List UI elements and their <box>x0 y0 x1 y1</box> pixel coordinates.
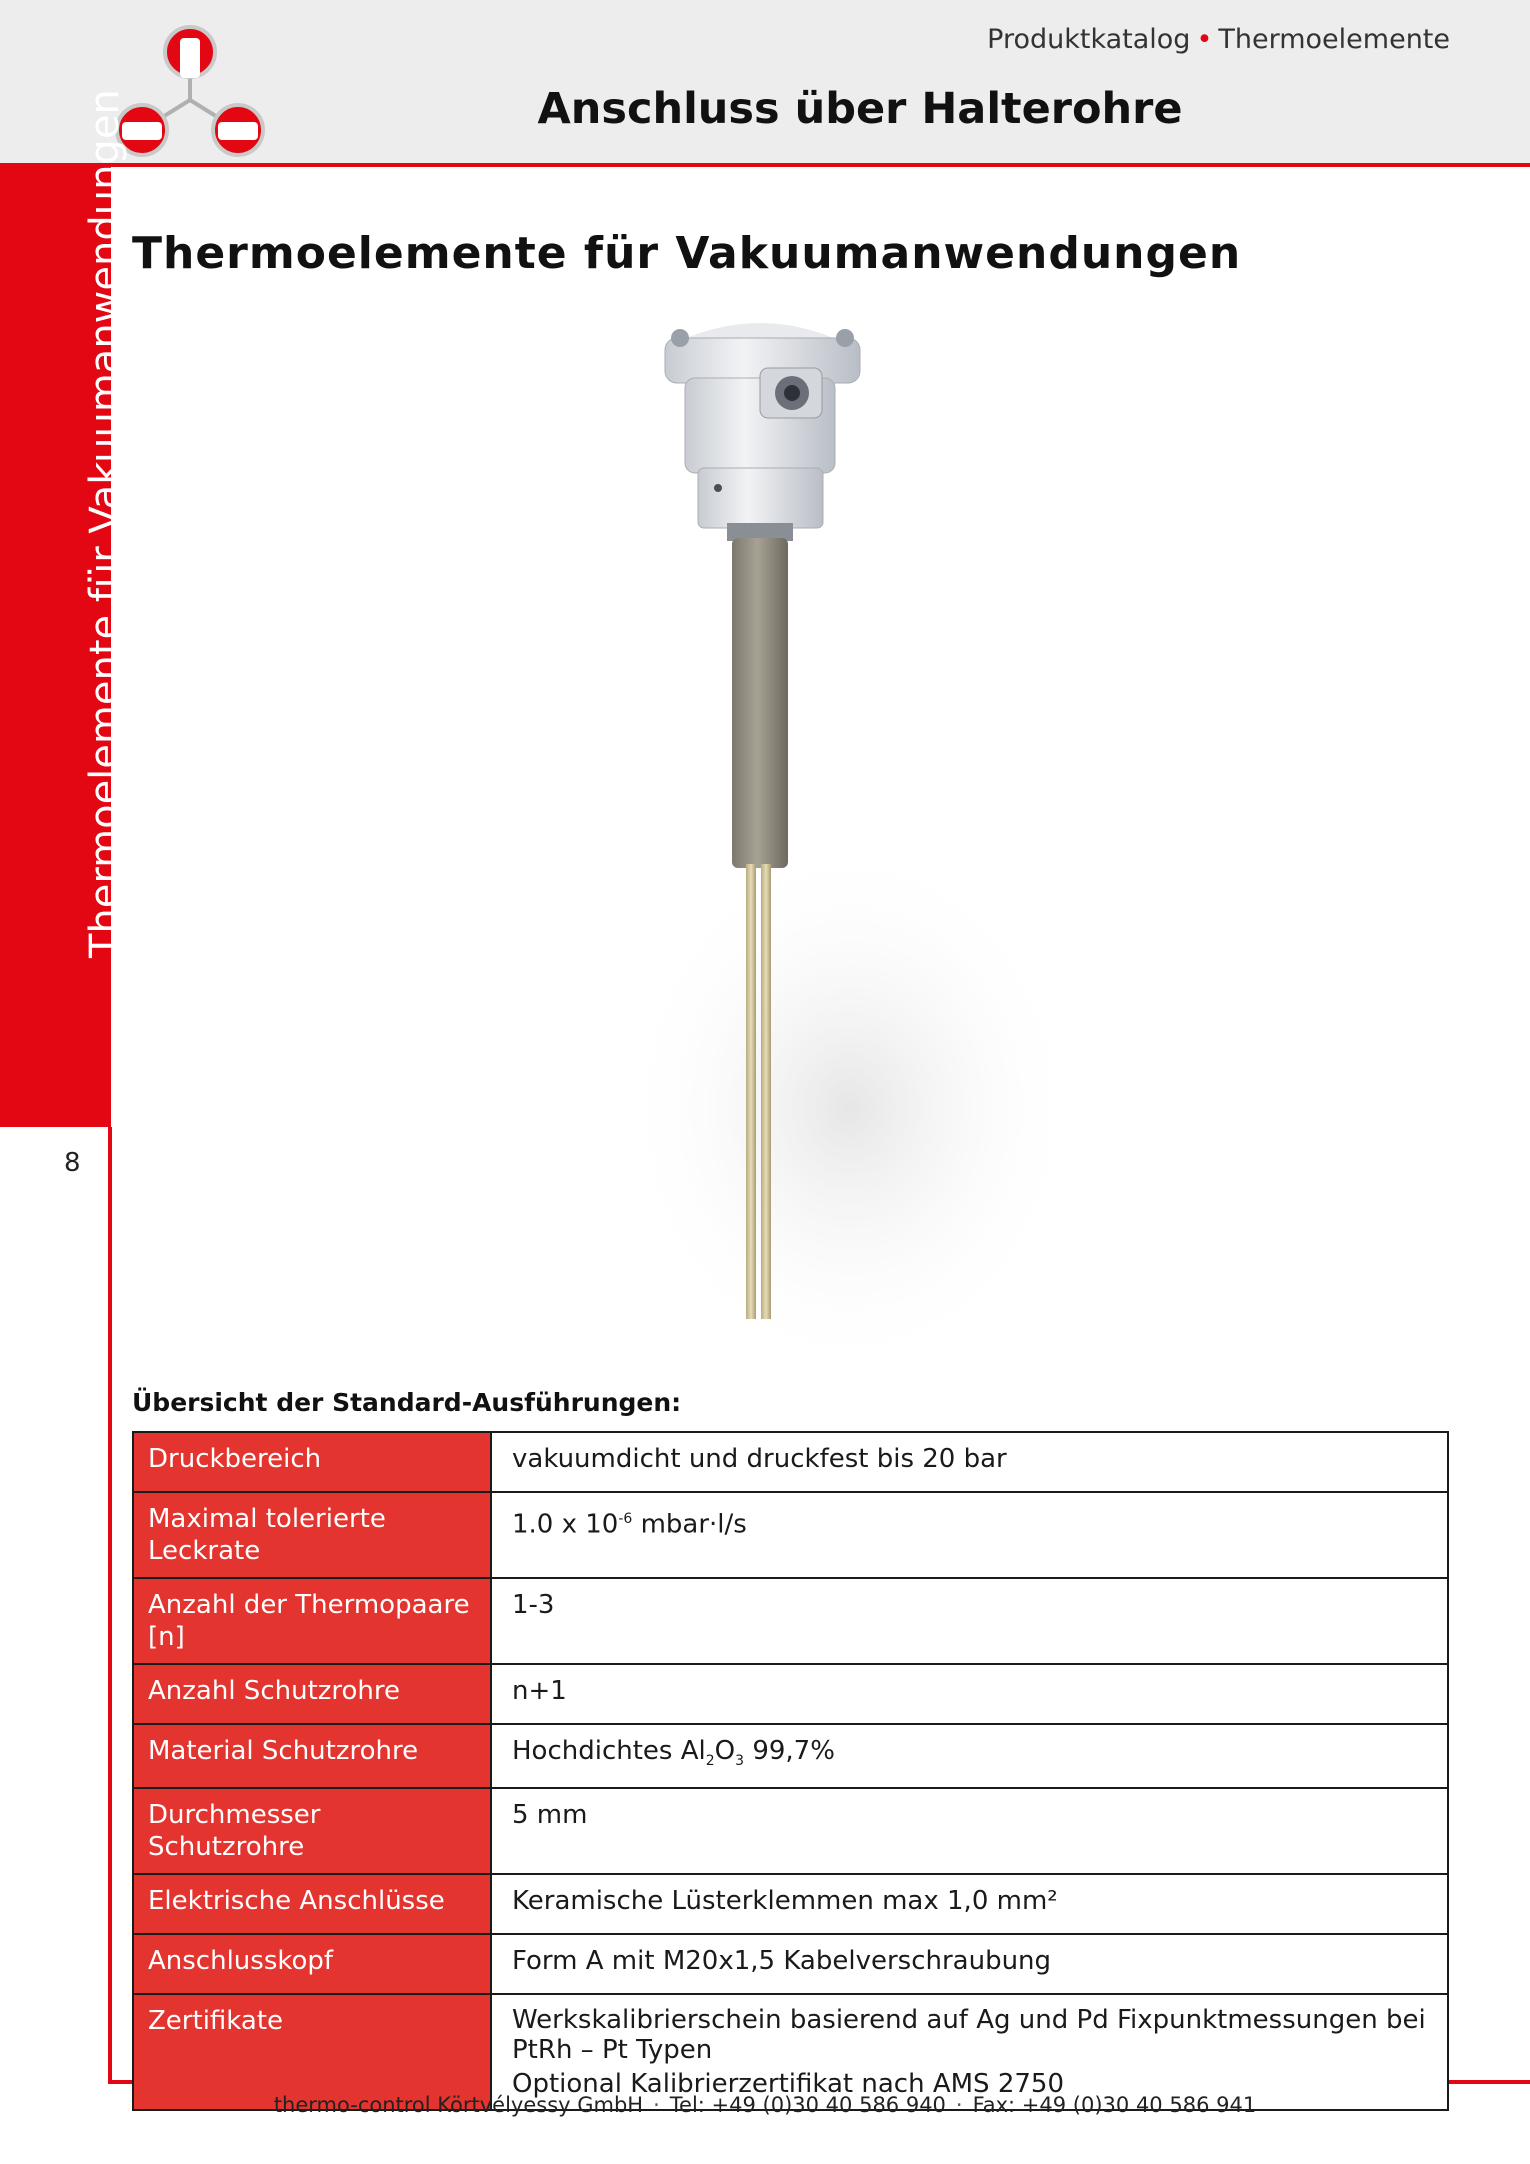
table-row <box>133 1578 1448 1664</box>
row-value <box>491 1492 1448 1578</box>
company-logo-icon <box>110 20 270 165</box>
value-part: 1.0 x 10 <box>512 1509 619 1540</box>
spec-table <box>132 1431 1449 2111</box>
row-label: Anschlusskopf <box>133 1934 491 1994</box>
table-row <box>133 1874 1448 1934</box>
row-label: Zertifikate <box>133 1994 491 2110</box>
breadcrumb-section: Thermoelemente <box>1218 24 1450 55</box>
table-caption: Übersicht der Standard-Ausführungen: <box>132 1388 682 1417</box>
page-number: 8 <box>64 1148 81 1178</box>
breadcrumb-separator-icon: • <box>1196 24 1213 55</box>
value-subscript: 2 <box>705 1753 715 1770</box>
row-value <box>491 1724 1448 1788</box>
page-header <box>0 0 1530 167</box>
row-label: Elektrische Anschlüsse <box>133 1874 491 1934</box>
table-row <box>133 1492 1448 1578</box>
value-subscript: 3 <box>735 1753 745 1770</box>
breadcrumb-catalog: Produktkatalog <box>987 24 1191 55</box>
table-row <box>133 1432 1448 1492</box>
value-line: PtRh – Pt Typen <box>512 2035 713 2066</box>
row-label: Anzahl der Thermopaare [n] <box>133 1578 491 1664</box>
row-value: Form A mit M20x1,5 Kabelverschraubung <box>491 1934 1448 1994</box>
page-footer <box>0 2093 1530 2117</box>
row-label: Druckbereich <box>133 1432 491 1492</box>
row-value: Keramische Lüsterklemmen max 1,0 mm² <box>491 1874 1448 1934</box>
row-value: n+1 <box>491 1664 1448 1724</box>
thermocouple-product-image <box>620 308 1080 1368</box>
footer-tel: Tel: +49 (0)30 40 586 940 <box>669 2093 946 2117</box>
header-title: Anschluss über Halterohre <box>537 84 1183 134</box>
row-value: vakuumdicht und druckfest bis 20 bar <box>491 1432 1448 1492</box>
footer-company: thermo-control Körtvélyessy GmbH <box>273 2093 644 2117</box>
value-part: O <box>714 1736 736 1766</box>
value-exponent: -6 <box>618 1511 633 1527</box>
row-label: Durchmesser Schutzrohre <box>133 1788 491 1874</box>
row-value: 1-3 <box>491 1578 1448 1664</box>
frame-divider-vertical <box>108 1127 112 2084</box>
breadcrumb <box>987 24 1450 55</box>
footer-separator: · <box>653 2093 660 2117</box>
value-line: Werkskalibrierschein basierend auf Ag und Pd Fixpunktmessungen bei <box>512 2005 1426 2036</box>
footer-fax: Fax: +49 (0)30 40 586 941 <box>972 2093 1257 2117</box>
row-value: 5 mm <box>491 1788 1448 1874</box>
value-part: 99,7% <box>744 1736 835 1766</box>
sidebar-title: Thermoelemente für Vakuumanwendungen <box>82 89 128 958</box>
table-row <box>133 1664 1448 1724</box>
row-label: Material Schutzrohre <box>133 1724 491 1788</box>
value-part: mbar·l/s <box>632 1509 747 1540</box>
table-row <box>133 1934 1448 1994</box>
value-line: Optional Kalibrierzertifikat nach AMS 2750 <box>512 2069 1064 2100</box>
page-title: Thermoelemente für Vakuumanwendungen <box>132 228 1242 279</box>
row-label: Maximal tolerierte Leckrate <box>133 1492 491 1578</box>
value-part: Hochdichtes Al <box>512 1736 706 1766</box>
row-label: Anzahl Schutzrohre <box>133 1664 491 1724</box>
footer-separator: · <box>955 2093 963 2117</box>
table-row <box>133 1788 1448 1874</box>
table-row <box>133 1724 1448 1788</box>
